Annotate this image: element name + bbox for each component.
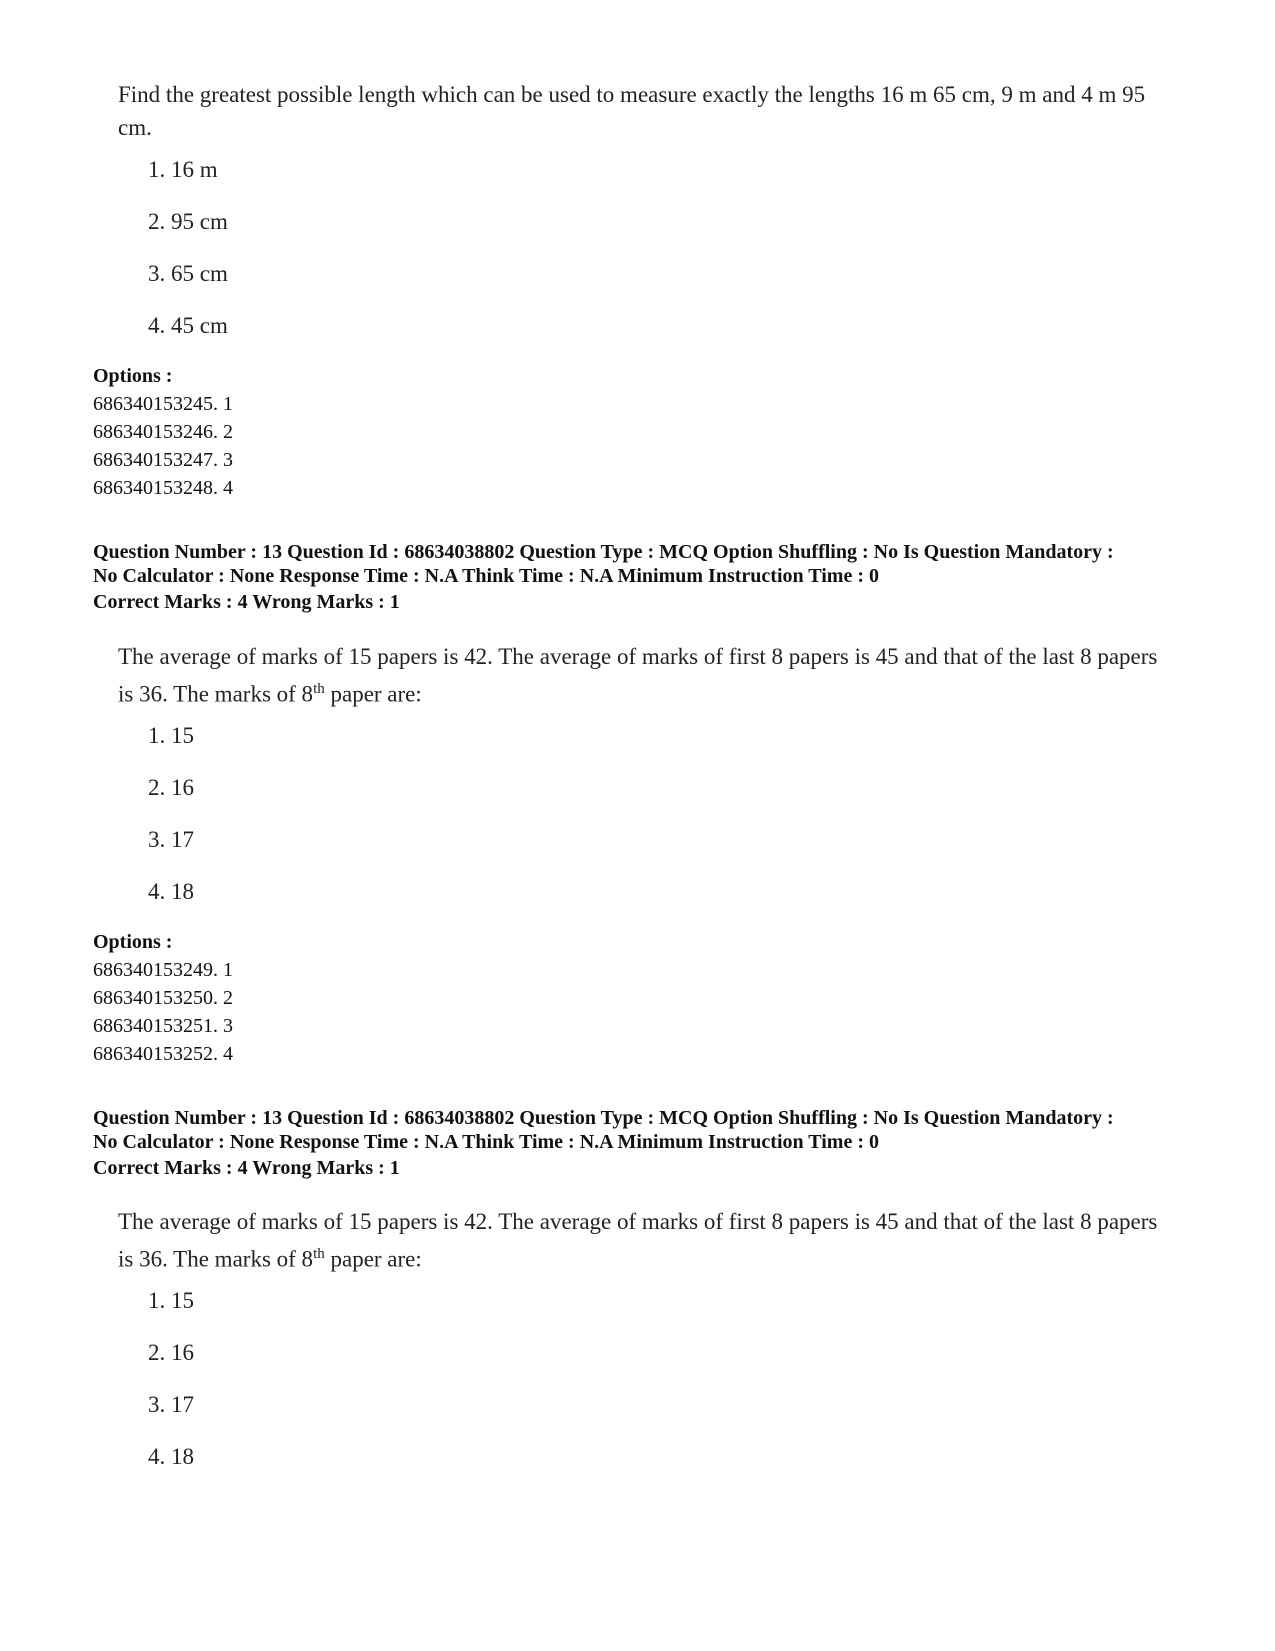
question-text [118,1205,1178,1276]
option-id-3: 686340153247. 3 [93,449,233,471]
question-meta [93,1106,1203,1154]
meta-line-2: No Calculator : None Response Time : N.A Think Time : N.A Minimum Instruction Time : 0 [93,565,879,587]
question-text-part2: paper are: [324,681,422,707]
choice-4: 4. 18 [148,1444,194,1469]
meta-line-1: Question Number : 13 Question Id : 68634038802 Question Type : MCQ Option Shuffling : No Is Question Mandatory : [93,541,1114,563]
option-id-4: 686340153248. 4 [93,477,233,499]
marks-line: Correct Marks : 4 Wrong Marks : 1 [93,591,400,613]
option-id-3: 686340153251. 3 [93,1015,233,1037]
question-text: Find the greatest possible length which can be used to measure exactly the lengths 16 m 65 cm, 9 m and 4 m 95 cm. [118,82,1146,140]
choice-3: 3. 17 [148,1392,194,1417]
meta-line-2: No Calculator : None Response Time : N.A Think Time : N.A Minimum Instruction Time : 0 [93,1131,879,1153]
choice-4: 4. 45 cm [148,313,228,338]
choice-2: 2. 95 cm [148,209,228,234]
choice-2: 2. 16 [148,1340,194,1365]
superscript: th [313,1246,325,1262]
option-id-2: 686340153246. 2 [93,421,233,443]
superscript: th [313,681,325,697]
option-id-4: 686340153252. 4 [93,1043,233,1065]
marks-line: Correct Marks : 4 Wrong Marks : 1 [93,1157,400,1179]
choice-3: 3. 65 cm [148,261,228,286]
meta-line-1: Question Number : 13 Question Id : 68634038802 Question Type : MCQ Option Shuffling : No Is Question Mandatory : [93,1107,1114,1129]
question-text-part1: The average of marks of 15 papers is 42. The average of marks of first 8 papers is 45 and that of the last 8 papers is 36. The marks of 8 [118,644,1158,707]
question-text-part1: The average of marks of 15 papers is 42. The average of marks of first 8 papers is 45 and that of the last 8 papers is 36. The marks of 8 [118,1209,1158,1272]
options-label: Options : [93,931,173,953]
option-id-1: 686340153245. 1 [93,393,233,415]
choice-1: 1. 16 m [148,157,218,182]
question-meta [93,540,1203,588]
question-text-part2: paper are: [324,1246,422,1272]
choice-1: 1. 15 [148,1288,194,1313]
option-id-1: 686340153249. 1 [93,959,233,981]
choice-3: 3. 17 [148,827,194,852]
question-text [118,640,1178,711]
choice-2: 2. 16 [148,775,194,800]
choice-4: 4. 18 [148,879,194,904]
options-label: Options : [93,365,173,387]
choice-1: 1. 15 [148,723,194,748]
option-id-2: 686340153250. 2 [93,987,233,1009]
